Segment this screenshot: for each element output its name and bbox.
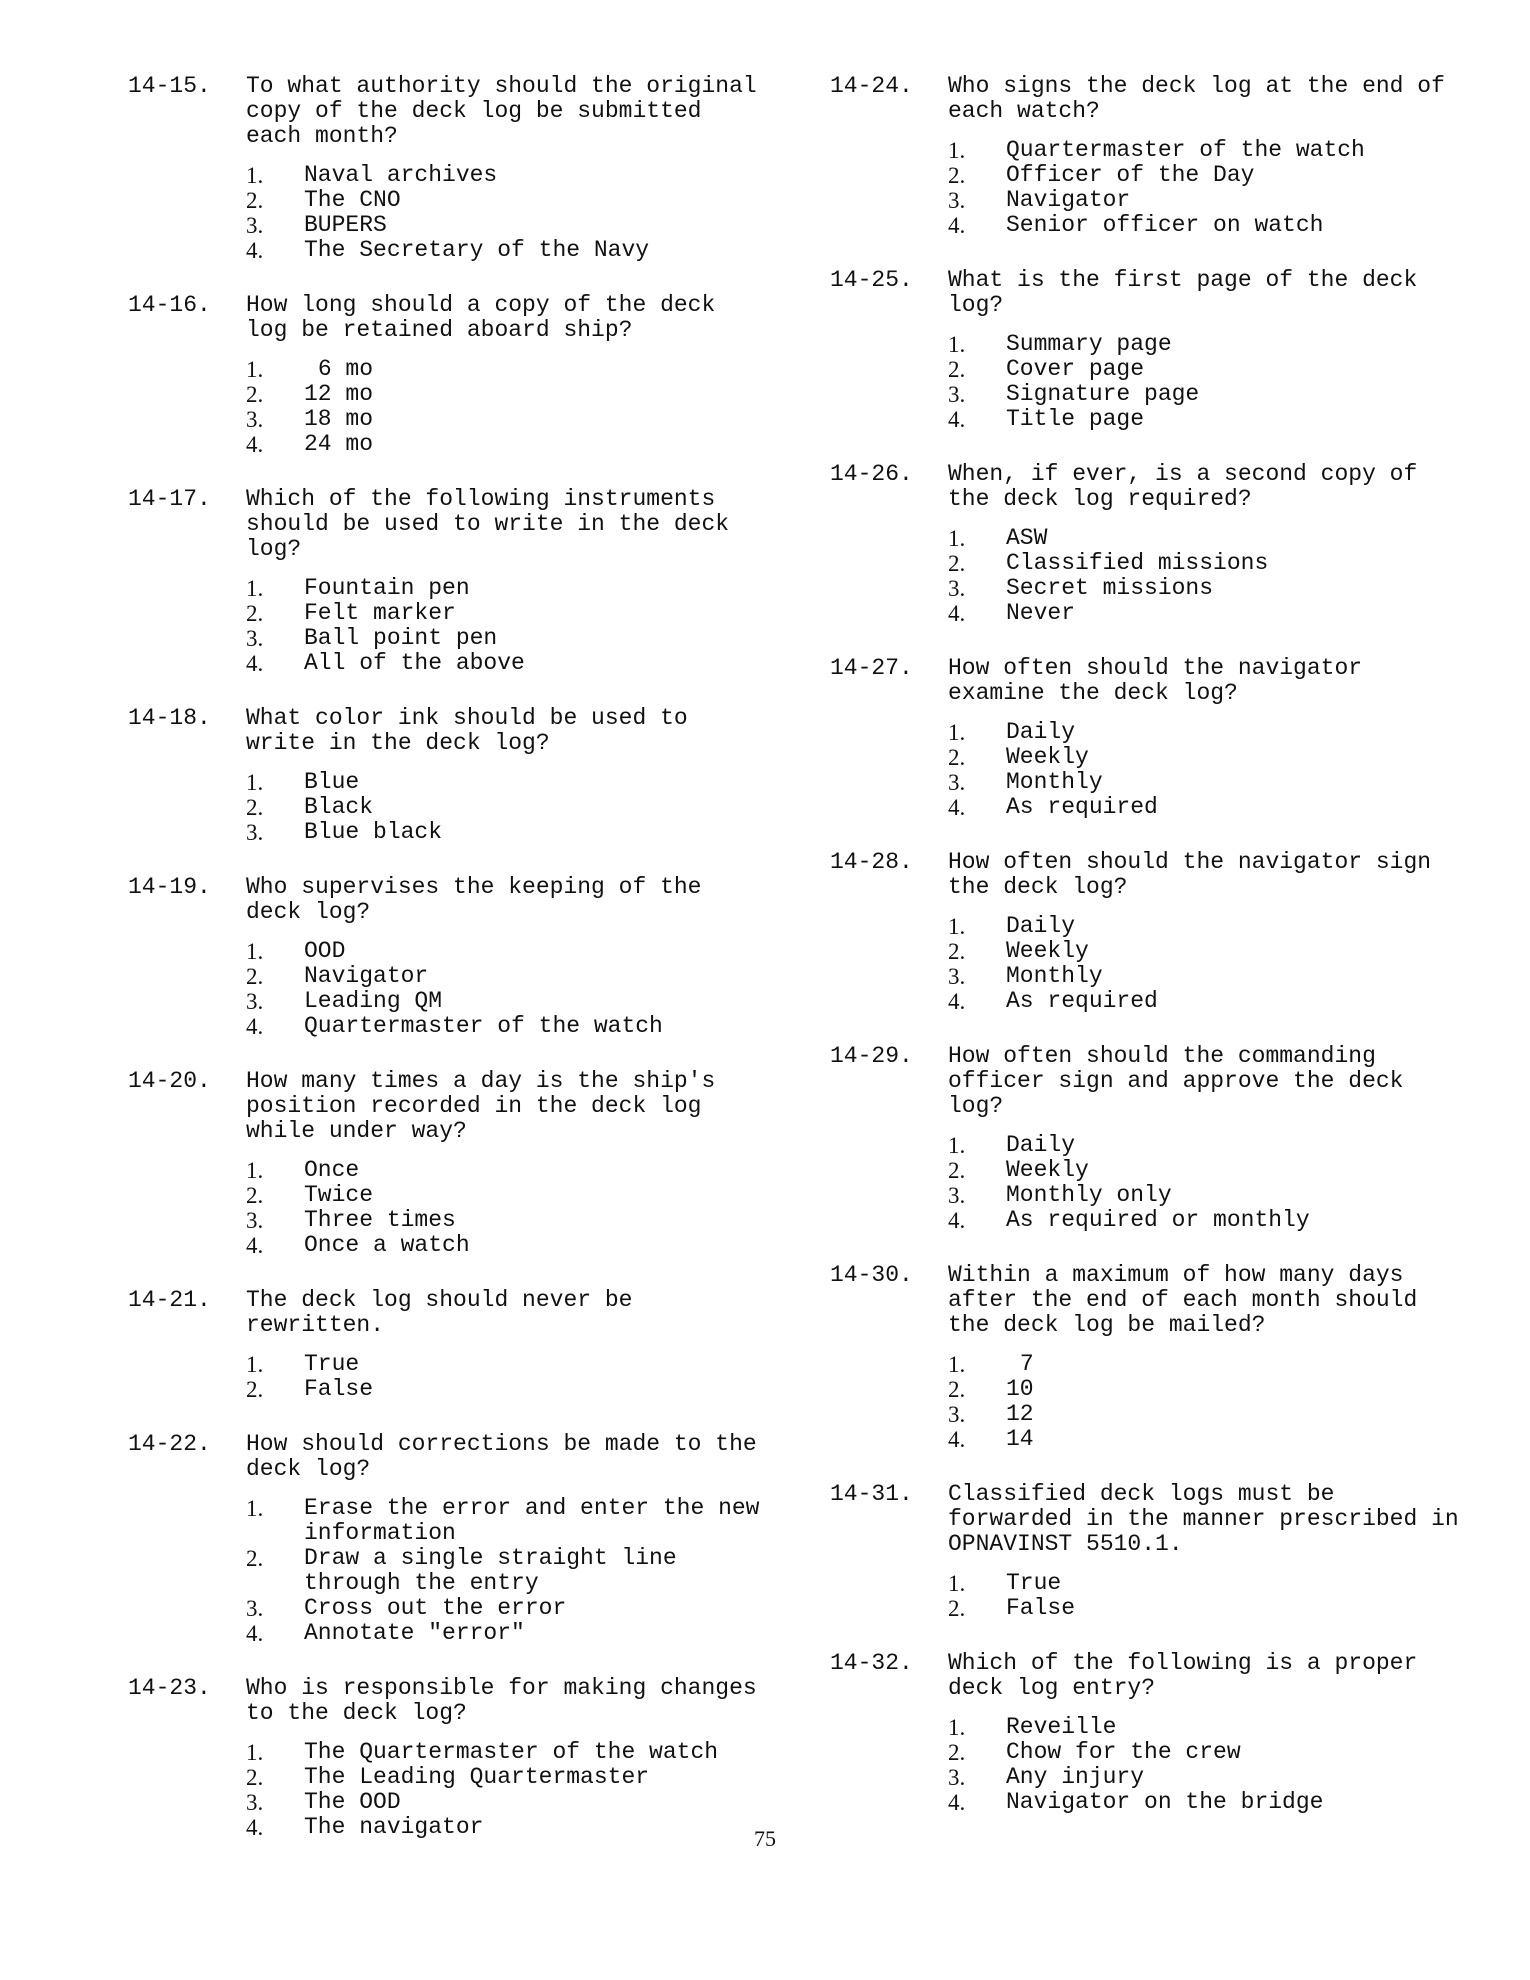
option-text: Chow for the crew	[1006, 1739, 1241, 1765]
option-text: Signature page	[1006, 381, 1200, 407]
option-number: 2.	[948, 1377, 966, 1402]
option-text: Cross out the error	[304, 1595, 567, 1621]
question-text: Who is responsible for making changes to the deck log?	[246, 1675, 771, 1726]
option-text: Once a watch	[304, 1232, 470, 1258]
option-text: Once	[304, 1157, 360, 1183]
option-number: 4.	[948, 1790, 966, 1815]
option-number: 3.	[948, 382, 966, 407]
question-header	[830, 462, 1470, 512]
question-number: 14-21.	[128, 1287, 211, 1313]
option-number: 3.	[246, 1596, 264, 1621]
answer-option	[948, 576, 1470, 601]
option-text: True	[1006, 1570, 1062, 1596]
option-text: Blue	[304, 769, 360, 795]
option-number: 1.	[246, 1740, 264, 1765]
option-number: 3.	[246, 1208, 264, 1233]
option-text: Monthly	[1006, 963, 1103, 989]
question-text: What is the first page of the deck log?	[948, 267, 1432, 318]
answer-option	[246, 626, 768, 651]
answer-option	[246, 213, 768, 238]
answer-option	[948, 1377, 1470, 1402]
option-number: 2.	[246, 1546, 264, 1571]
option-number: 1.	[948, 526, 966, 551]
option-number: 4.	[948, 989, 966, 1014]
option-number: 2.	[246, 188, 264, 213]
question	[128, 706, 768, 845]
answer-options	[246, 576, 768, 676]
answer-option	[246, 770, 768, 795]
answer-option	[246, 1352, 768, 1377]
answer-option	[246, 1377, 768, 1402]
answer-option	[948, 1571, 1470, 1596]
option-text: 18 mo	[304, 406, 374, 432]
question-header	[830, 1651, 1470, 1701]
answer-option	[948, 357, 1470, 382]
question-header	[128, 487, 768, 562]
option-text: Daily	[1006, 719, 1076, 745]
option-text: Weekly	[1006, 938, 1089, 964]
question-text: How long should a copy of the deck log be retained aboard ship?	[246, 292, 730, 343]
answer-option	[948, 1183, 1470, 1208]
option-text: 7	[1006, 1351, 1034, 1377]
answer-option	[246, 407, 768, 432]
question-header	[128, 1069, 768, 1144]
option-number: 2.	[948, 1740, 966, 1765]
option-text: ASW	[1006, 525, 1048, 551]
question-number: 14-26.	[830, 461, 913, 487]
question-text: How often should the commanding officer sign and approve the deck log?	[948, 1043, 1418, 1119]
option-number: 4.	[246, 1815, 264, 1840]
answer-options	[246, 1740, 768, 1840]
option-number: 1.	[246, 1352, 264, 1377]
answer-option	[948, 1715, 1470, 1740]
option-number: 3.	[246, 213, 264, 238]
question-text: Which of the following is a proper deck log entry?	[948, 1650, 1432, 1701]
question	[830, 268, 1470, 432]
option-number: 2.	[948, 745, 966, 770]
question-text: How often should the navigator sign the deck log?	[948, 849, 1445, 900]
answer-option	[948, 1133, 1470, 1158]
answer-option	[246, 1765, 768, 1790]
answer-option	[948, 1427, 1470, 1452]
answer-option	[948, 795, 1470, 820]
question-number: 14-20.	[128, 1068, 211, 1094]
option-number: 4.	[246, 1233, 264, 1258]
option-number: 4.	[948, 1427, 966, 1452]
option-text: Any injury	[1006, 1764, 1145, 1790]
option-text: All of the above	[304, 650, 525, 676]
answer-option	[246, 432, 768, 457]
option-text: Twice	[304, 1182, 374, 1208]
question	[830, 656, 1470, 820]
option-text: 14	[1006, 1426, 1034, 1452]
option-text: Reveille	[1006, 1714, 1117, 1740]
answer-option	[246, 1208, 768, 1233]
answer-option	[246, 163, 768, 188]
option-text: False	[1006, 1595, 1076, 1621]
option-text: 12	[1006, 1401, 1034, 1427]
option-number: 1.	[246, 163, 264, 188]
answer-option	[246, 939, 768, 964]
answer-option	[246, 357, 768, 382]
answer-options	[948, 526, 1470, 626]
question-text: To what authority should the original copy of the deck log be submitted each month?	[246, 73, 771, 149]
option-text: Quartermaster of the watch	[1006, 137, 1365, 163]
page-number: 75	[754, 1826, 776, 1851]
answer-option	[948, 1158, 1470, 1183]
option-number: 3.	[948, 576, 966, 601]
option-number: 2.	[246, 1377, 264, 1402]
option-number: 3.	[246, 989, 264, 1014]
question-text: The deck log should never be rewritten.	[246, 1287, 647, 1338]
answer-option	[948, 770, 1470, 795]
option-number: 3.	[948, 964, 966, 989]
option-text: Three times	[304, 1207, 456, 1233]
option-text: OOD	[304, 938, 346, 964]
option-text: The OOD	[304, 1789, 401, 1815]
question-text: Who signs the deck log at the end of each watch?	[948, 73, 1459, 124]
option-number: 3.	[948, 1402, 966, 1427]
option-text: 10	[1006, 1376, 1034, 1402]
option-number: 3.	[246, 407, 264, 432]
option-number: 2.	[948, 939, 966, 964]
answer-option	[948, 1765, 1470, 1790]
question-header	[830, 1481, 1473, 1557]
option-text: Daily	[1006, 913, 1076, 939]
option-text: Naval archives	[304, 162, 498, 188]
option-number: 2.	[948, 357, 966, 382]
option-number: 4.	[246, 432, 264, 457]
question-number: 14-31.	[830, 1481, 913, 1507]
option-number: 1.	[246, 1158, 264, 1183]
option-text: Navigator on the bridge	[1006, 1789, 1324, 1815]
option-text: Officer of the Day	[1006, 162, 1255, 188]
answer-option	[948, 601, 1470, 626]
answer-option	[948, 989, 1470, 1014]
answer-option	[246, 1233, 768, 1258]
option-number: 1.	[246, 357, 264, 382]
option-text: Daily	[1006, 1132, 1076, 1158]
answer-options	[948, 1715, 1470, 1815]
option-text: 12 mo	[304, 381, 374, 407]
question-header	[830, 1263, 1470, 1338]
option-text: Secret missions	[1006, 575, 1214, 601]
option-text: BUPERS	[304, 212, 387, 238]
option-text: Never	[1006, 600, 1076, 626]
answer-option	[948, 332, 1470, 357]
question-header	[128, 1675, 771, 1726]
question-text: Within a maximum of how many days after the end of each month should the deck log be mailed?	[948, 1262, 1432, 1338]
option-number: 4.	[246, 238, 264, 263]
answer-option	[948, 964, 1470, 989]
question	[830, 1044, 1470, 1233]
option-number: 1.	[948, 914, 966, 939]
question-header	[128, 706, 768, 756]
answer-option	[948, 939, 1470, 964]
question-number: 14-25.	[830, 267, 913, 293]
answer-option	[246, 964, 768, 989]
answer-option	[246, 601, 768, 626]
question	[128, 875, 768, 1039]
option-number: 3.	[246, 626, 264, 651]
option-text: Senior officer on watch	[1006, 212, 1324, 238]
answer-option	[246, 651, 768, 676]
answer-option	[246, 238, 768, 263]
question	[830, 850, 1470, 1014]
option-text: Annotate "error"	[304, 1620, 525, 1646]
answer-option	[948, 213, 1470, 238]
question-text: How should corrections be made to the deck log?	[246, 1431, 771, 1482]
answer-option	[246, 1495, 774, 1546]
answer-options	[948, 1133, 1470, 1233]
question	[128, 1675, 771, 1840]
answer-options	[246, 163, 768, 263]
option-text: Title page	[1006, 406, 1145, 432]
option-number: 2.	[948, 551, 966, 576]
option-text: Blue black	[304, 819, 443, 845]
option-text: As required or monthly	[1006, 1207, 1310, 1233]
answer-option	[948, 188, 1470, 213]
answer-options	[246, 1158, 768, 1258]
option-number: 1.	[948, 1715, 966, 1740]
answer-option	[246, 820, 768, 845]
option-number: 2.	[246, 1183, 264, 1208]
question	[830, 74, 1470, 238]
question-header	[128, 1431, 771, 1482]
question	[128, 1288, 768, 1402]
option-text: The navigator	[304, 1814, 484, 1840]
option-number: 4.	[246, 651, 264, 676]
option-number: 3.	[948, 1183, 966, 1208]
option-number: 4.	[948, 1208, 966, 1233]
question	[128, 1431, 774, 1646]
option-text: Weekly	[1006, 1157, 1089, 1183]
answer-option	[948, 745, 1470, 770]
question	[128, 487, 768, 676]
option-text: The Leading Quartermaster	[304, 1764, 650, 1790]
answer-options	[246, 939, 768, 1039]
question-header	[128, 875, 768, 925]
question-number: 14-29.	[830, 1043, 913, 1069]
option-text: 24 mo	[304, 431, 374, 457]
answer-options	[948, 332, 1470, 432]
answer-option	[948, 914, 1470, 939]
option-number: 2.	[246, 601, 264, 626]
answer-option	[246, 989, 768, 1014]
option-number: 2.	[246, 964, 264, 989]
answer-option	[948, 1790, 1470, 1815]
option-number: 4.	[948, 213, 966, 238]
option-number: 1.	[948, 332, 966, 357]
question-text: Which of the following instruments should be used to write in the deck log?	[246, 486, 743, 562]
option-text: Draw a single straight line through the entry	[304, 1545, 691, 1596]
answer-option	[246, 1546, 768, 1596]
option-text: True	[304, 1351, 360, 1377]
answer-option	[948, 1208, 1470, 1233]
option-number: 3.	[948, 188, 966, 213]
question-number: 14-27.	[830, 655, 913, 681]
question-header	[830, 1044, 1470, 1119]
answer-options	[246, 357, 768, 457]
answer-option	[948, 1352, 1470, 1377]
question-number: 14-32.	[830, 1650, 913, 1676]
option-number: 1.	[948, 1133, 966, 1158]
option-text: The Secretary of the Navy	[304, 237, 650, 263]
question-number: 14-18.	[128, 705, 211, 731]
question-text: When, if ever, is a second copy of the deck log required?	[948, 461, 1432, 512]
answer-option	[948, 163, 1470, 188]
option-text: Summary page	[1006, 331, 1172, 357]
answer-option	[246, 1158, 768, 1183]
option-number: 4.	[948, 795, 966, 820]
option-text: Monthly only	[1006, 1182, 1172, 1208]
question-number: 14-15.	[128, 73, 211, 99]
answer-option	[948, 138, 1470, 163]
question	[128, 293, 768, 457]
question-number: 14-23.	[128, 1675, 211, 1701]
answer-options	[948, 138, 1470, 238]
question-number: 14-28.	[830, 849, 913, 875]
question-number: 14-19.	[128, 874, 211, 900]
answer-option	[246, 576, 768, 601]
option-number: 1.	[246, 770, 264, 795]
option-number: 4.	[948, 601, 966, 626]
option-number: 1.	[246, 1496, 264, 1521]
option-text: Fountain pen	[304, 575, 470, 601]
option-number: 1.	[948, 1352, 966, 1377]
option-text: Black	[304, 794, 374, 820]
answer-option	[948, 407, 1470, 432]
option-number: 4.	[246, 1621, 264, 1646]
answer-option	[246, 795, 768, 820]
question-text: Who supervises the keeping of the deck log?	[246, 874, 716, 925]
option-text: Weekly	[1006, 744, 1089, 770]
question	[128, 73, 771, 263]
question-number: 14-17.	[128, 486, 211, 512]
option-text: As required	[1006, 988, 1158, 1014]
option-number: 3.	[948, 1765, 966, 1790]
option-number: 3.	[246, 820, 264, 845]
question	[830, 1263, 1470, 1452]
answer-option	[948, 1740, 1470, 1765]
right-column	[830, 73, 1473, 1845]
option-text: False	[304, 1376, 374, 1402]
answer-option	[948, 526, 1470, 551]
answer-option	[246, 1621, 768, 1646]
question-number: 14-22.	[128, 1431, 211, 1457]
option-text: The Quartermaster of the watch	[304, 1739, 719, 1765]
option-number: 4.	[246, 1014, 264, 1039]
option-number: 2.	[948, 1596, 966, 1621]
question-text: How many times a day is the ship's position recorded in the deck log while under way?	[246, 1068, 730, 1144]
option-number: 2.	[948, 1158, 966, 1183]
option-text: Erase the error and enter the new information	[304, 1495, 774, 1546]
answer-option	[246, 1740, 768, 1765]
option-text: Ball point pen	[304, 625, 498, 651]
option-text: Cover page	[1006, 356, 1145, 382]
option-number: 2.	[246, 795, 264, 820]
option-text: Leading QM	[304, 988, 443, 1014]
question-header	[830, 850, 1470, 900]
question	[830, 462, 1470, 626]
answer-option	[246, 1183, 768, 1208]
question-text: Classified deck logs must be forwarded in the manner prescribed in OPNAVINST 5510.1.	[948, 1481, 1473, 1557]
option-number: 2.	[948, 163, 966, 188]
answer-options	[948, 1352, 1470, 1452]
answer-option	[246, 1014, 768, 1039]
answer-options	[246, 770, 768, 845]
option-number: 1.	[246, 939, 264, 964]
question-number: 14-24.	[830, 73, 913, 99]
left-column	[128, 73, 774, 1870]
answer-options	[246, 1495, 774, 1646]
question	[830, 1651, 1470, 1815]
option-text: As required	[1006, 794, 1158, 820]
answer-option	[246, 188, 768, 213]
option-number: 2.	[246, 382, 264, 407]
answer-option	[948, 720, 1470, 745]
option-text: Felt marker	[304, 600, 456, 626]
answer-option	[246, 1596, 768, 1621]
question	[830, 1481, 1473, 1621]
option-text: Monthly	[1006, 769, 1103, 795]
option-number: 2.	[246, 1765, 264, 1790]
answer-option	[948, 551, 1470, 576]
option-text: Classified missions	[1006, 550, 1269, 576]
question-number: 14-30.	[830, 1262, 913, 1288]
answer-option	[948, 1402, 1470, 1427]
question-number: 14-16.	[128, 292, 211, 318]
question-header	[830, 656, 1470, 706]
question-header	[128, 293, 768, 343]
option-text: 6 mo	[304, 356, 374, 382]
option-number: 1.	[948, 720, 966, 745]
option-number: 1.	[246, 576, 264, 601]
answer-option	[948, 1596, 1470, 1621]
answer-options	[948, 1571, 1470, 1621]
answer-options	[948, 914, 1470, 1014]
option-number: 1.	[948, 138, 966, 163]
option-text: Navigator	[1006, 187, 1131, 213]
question-header	[128, 1288, 768, 1338]
option-number: 3.	[948, 770, 966, 795]
question-text: How often should the navigator examine the deck log?	[948, 655, 1376, 706]
answer-option	[246, 1790, 768, 1815]
option-text: Quartermaster of the watch	[304, 1013, 663, 1039]
option-number: 1.	[948, 1571, 966, 1596]
question-header	[830, 268, 1470, 318]
answer-option	[246, 382, 768, 407]
option-text: Navigator	[304, 963, 429, 989]
question-text: What color ink should be used to write in the deck log?	[246, 705, 702, 756]
option-number: 4.	[948, 407, 966, 432]
option-text: The CNO	[304, 187, 401, 213]
question-header	[830, 74, 1470, 124]
answer-options	[948, 720, 1470, 820]
answer-options	[246, 1352, 768, 1402]
question-header	[128, 73, 771, 149]
question	[128, 1069, 768, 1258]
answer-option	[948, 382, 1470, 407]
option-number: 3.	[246, 1790, 264, 1815]
